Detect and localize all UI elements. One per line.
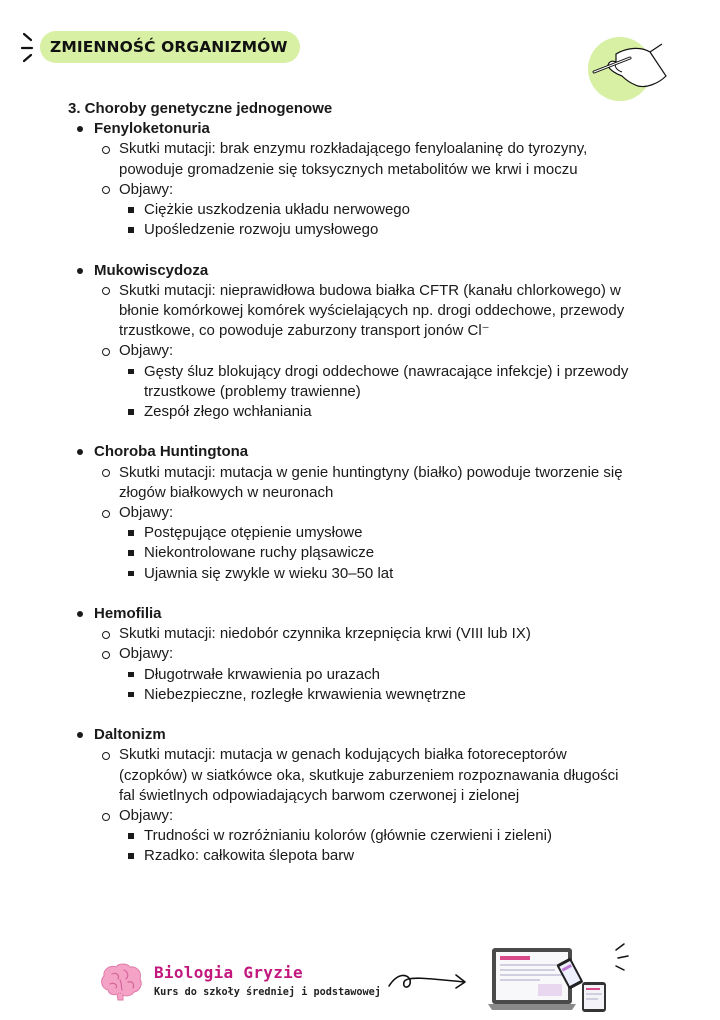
symptom-line: Ujawnia się zwykle w wieku 30–50 lat <box>144 564 394 582</box>
symptom-line: trzustkowe (problemy trawienne) <box>144 382 361 400</box>
brand-tagline: Kurs do szkoły średniej i podstawowej <box>154 987 381 998</box>
disease-name: Hemofilia <box>68 604 658 624</box>
symptoms-label: Objawy: <box>68 644 658 664</box>
symptom-item <box>68 685 658 705</box>
mutation-effect-line: trzustkowe, co powoduje zaburzony transport jonów Cl⁻ <box>119 322 490 340</box>
section-heading: 3. Choroby genetyczne jednogenowe <box>68 100 333 117</box>
mutation-effect-line: Skutki mutacji: mutacja w genach kodujących białka fotoreceptorów <box>119 746 567 764</box>
disease-list <box>68 119 658 866</box>
laptop-tablet-phone-icon <box>488 940 638 1016</box>
symptom-item <box>68 362 658 402</box>
symptom-line: Upośledzenie rozwoju umysłowego <box>144 221 379 239</box>
disease-name: Choroba Huntingtona <box>68 442 658 462</box>
symptom-item <box>68 200 658 220</box>
symptoms-label: Objawy: <box>68 806 658 826</box>
symptom-item <box>68 564 658 584</box>
mutation-effect-line: Skutki mutacji: brak enzymu rozkładającego fenyloalaninę do tyrozyny, <box>119 140 588 158</box>
symptoms-label: Objawy: <box>68 341 658 361</box>
mutation-effect-line: powoduje gromadzenie się toksycznych metabolitów we krwi i moczu <box>119 160 578 178</box>
symptom-line: Rzadko: całkowita ślepota barw <box>144 847 355 865</box>
symptom-item <box>68 543 658 563</box>
disease-name: Mukowiscydoza <box>68 261 658 281</box>
disease-block <box>68 604 658 705</box>
hand-drawn-arrow-icon <box>386 966 470 996</box>
mutation-effect-line: Skutki mutacji: mutacja w genie huntingtyny (białko) powoduje tworzenie się <box>119 463 623 481</box>
mutation-effect-item <box>68 281 658 342</box>
page-title <box>40 31 300 63</box>
symptom-line: Trudności w rozróżnianiu kolorów (głównie czerwieni i zieleni) <box>144 827 552 845</box>
mutation-effect-item <box>68 463 658 503</box>
page-title-text: ZMIENNOŚĆ ORGANIZMÓW <box>50 38 288 56</box>
disease-block <box>68 442 658 583</box>
disease-block <box>68 261 658 423</box>
symptom-item <box>68 523 658 543</box>
symptoms-label: Objawy: <box>68 180 658 200</box>
mutation-effect-line: (czopków) w siatkówce oka, skutkuje zaburzeniem rozpoznawania długości <box>119 766 619 784</box>
symptom-line: Niebezpieczne, rozległe krwawienia wewnętrzne <box>144 685 466 703</box>
symptom-line: Niekontrolowane ruchy pląsawicze <box>144 544 375 562</box>
disease-name: Fenyloketonuria <box>68 119 658 139</box>
symptoms-label: Objawy: <box>68 503 658 523</box>
mutation-effect-item <box>68 139 658 179</box>
symptom-item <box>68 846 658 866</box>
content-area <box>68 99 658 867</box>
mutation-effect-line: Skutki mutacji: nieprawidłowa budowa białka CFTR (kanału chlorkowego) w <box>119 281 621 299</box>
disease-block <box>68 725 658 866</box>
symptom-item <box>68 665 658 685</box>
mutation-effect-item <box>68 624 658 644</box>
mutation-effect-line: złogów białkowych w neuronach <box>119 483 334 501</box>
brand-name: Biologia Gryzie <box>154 963 303 982</box>
mutation-effect-item <box>68 745 658 806</box>
mutation-effect-line: błonie komórkowej komórek wyścielających np. drogi oddechowe, przewody <box>119 302 625 320</box>
symptom-line: Zespół złego wchłaniania <box>144 403 312 421</box>
disease-block <box>68 119 658 240</box>
symptom-line: Gęsty śluz blokujący drogi oddechowe (nawracające infekcje) i przewody <box>144 362 629 380</box>
symptom-item <box>68 402 658 422</box>
mutation-effect-line: Skutki mutacji: niedobór czynnika krzepnięcia krwi (VIII lub IX) <box>119 625 531 643</box>
disease-name: Daltonizm <box>68 725 658 745</box>
symptom-line: Postępujące otępienie umysłowe <box>144 524 363 542</box>
symptom-line: Ciężkie uszkodzenia układu nerwowego <box>144 201 410 219</box>
brain-logo-icon <box>98 960 144 1002</box>
mutation-effect-line: fal świetlnych odpowiadających barwom czerwonej i zielonej <box>119 786 520 804</box>
symptom-line: Długotrwałe krwawienia po urazach <box>144 665 380 683</box>
writing-hand-icon <box>586 36 670 102</box>
symptom-item <box>68 220 658 240</box>
symptom-item <box>68 826 658 846</box>
